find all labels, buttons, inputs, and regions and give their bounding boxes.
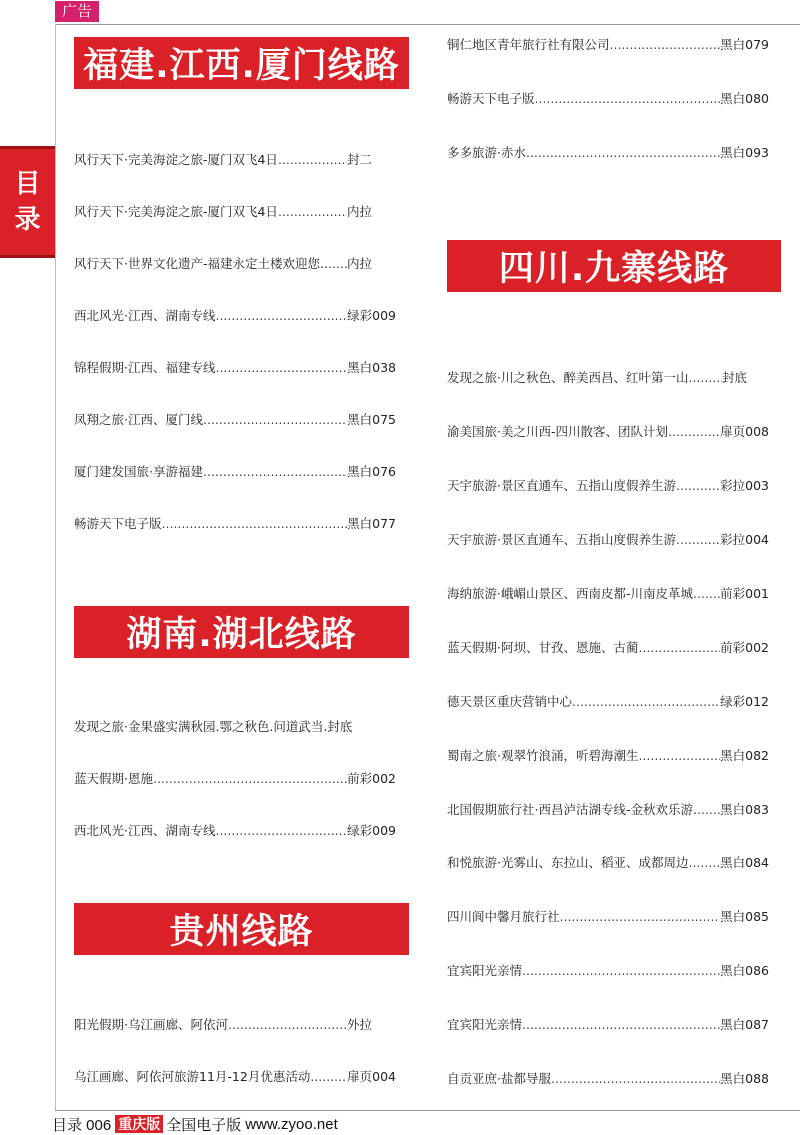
footer-site-link[interactable]: www.zyoo.net	[245, 1115, 338, 1133]
toc-entry[interactable]: 多多旅游·赤水 ..... 黑白093	[447, 143, 769, 163]
toc-entry[interactable]: 蓝天假期·阿坝、甘孜、恩施、古蔺 ..... 前彩002	[447, 638, 769, 658]
toc-entry[interactable]: 德天景区重庆营销中心 ..... 绿彩012	[447, 692, 769, 712]
toc-entry[interactable]: 风行天下·完美海淀之旅-厦门双飞4日 ..... 封二	[74, 150, 372, 170]
toc-entry[interactable]: 凤翔之旅·江西、厦门线 ..... 黑白075	[74, 410, 396, 430]
side-tab-char-2: 录	[14, 205, 41, 235]
page-footer	[52, 1114, 338, 1134]
toc-entry[interactable]: 和悦旅游·光雾山、东拉山、稻亚、成都周边 ..... 黑白084	[447, 853, 769, 873]
footer-edition: 全国电子版	[166, 1116, 242, 1134]
toc-entry[interactable]: 畅游天下电子版 ..... 黑白080	[447, 89, 769, 109]
toc-entry[interactable]: 海纳旅游·峨嵋山景区、西南皮都-川南皮革城 ..... 前彩001	[447, 584, 769, 604]
toc-entry[interactable]: 宜宾阳光亲情 ..... 黑白086	[447, 961, 769, 981]
toc-entry[interactable]: 渝美国旅·美之川西-四川散客、团队计划 ..... 扉页008	[447, 422, 769, 442]
edition-badge: 重庆版	[115, 1115, 163, 1133]
toc-entry[interactable]: 天宇旅游·景区直通车、五指山度假养生游 ..... 彩拉004	[447, 530, 769, 550]
toc-entry[interactable]: 阳光假期·乌江画廊、阿依河 ..... 外拉	[74, 1015, 372, 1035]
toc-entry[interactable]: 发现之旅·金果盛实满秋园.鄂之秋色.问道武当 .封底	[74, 719, 353, 734]
toc-entry[interactable]: 宜宾阳光亲情 ..... 黑白087	[447, 1015, 769, 1035]
section-banner-guizhou: 贵州线路	[74, 903, 409, 955]
left-divider	[55, 24, 56, 1110]
toc-entry[interactable]: 乌江画廊、阿依河旅游11月-12月优惠活动 ..... 扉页004	[74, 1067, 396, 1087]
toc-entry[interactable]: 天宇旅游·景区直通车、五指山度假养生游 ..... 彩拉003	[447, 476, 769, 496]
side-tab-char-1: 目	[14, 169, 41, 199]
ad-tag: 广告	[55, 1, 99, 22]
toc-entry[interactable]: 厦门建发国旅·享游福建 ..... 黑白076	[74, 462, 396, 482]
section-banner-sichuan: 四川.九寨线路	[447, 240, 781, 292]
toc-entry[interactable]: 蜀南之旅·观翠竹浪涌，听碧海潮生 ..... 黑白082	[447, 746, 769, 766]
toc-entry[interactable]: 北国假期旅行社·西昌泸沽湖专线-金秋欢乐游. ..... 黑白083	[447, 800, 769, 820]
toc-entry[interactable]: 四川阆中馨月旅行社 ..... 黑白085	[447, 907, 769, 927]
side-tab-contents	[0, 146, 55, 258]
toc-entry[interactable]: 风行天下·世界文化遗产-福建永定土楼欢迎您.. ..... 内拉	[74, 254, 372, 274]
footer-page-label: 目录 006	[52, 1116, 112, 1134]
toc-entry[interactable]: 风行天下·完美海淀之旅-厦门双飞4日 ..... 内拉	[74, 202, 372, 222]
toc-entry[interactable]: 畅游天下电子版 ..... 黑白077	[74, 514, 396, 534]
section-banner-hunan: 湖南.湖北线路	[74, 606, 409, 658]
toc-entry[interactable]: 西北风光·江西、湖南专线 ..... 绿彩009	[74, 306, 396, 326]
toc-entry[interactable]: 发现之旅·川之秋色、醉美西昌、红叶第一山 ..... 封底	[447, 368, 747, 388]
top-divider	[55, 24, 800, 25]
toc-entry[interactable]: 锦程假期·江西、福建专线 ..... 黑白038	[74, 358, 396, 378]
toc-entry[interactable]: 蓝天假期·恩施 ..... 前彩002	[74, 769, 396, 789]
section-banner-fujian: 福建.江西.厦门线路	[74, 37, 409, 89]
footer-divider	[55, 1110, 800, 1111]
toc-entry[interactable]: 自贡亚庶·盐都导服 ..... 黑白088	[447, 1069, 769, 1089]
toc-entry[interactable]: 铜仁地区青年旅行社有限公司 ..... 黑白079	[447, 35, 769, 55]
toc-entry[interactable]: 西北风光·江西、湖南专线 ..... 绿彩009	[74, 821, 396, 841]
